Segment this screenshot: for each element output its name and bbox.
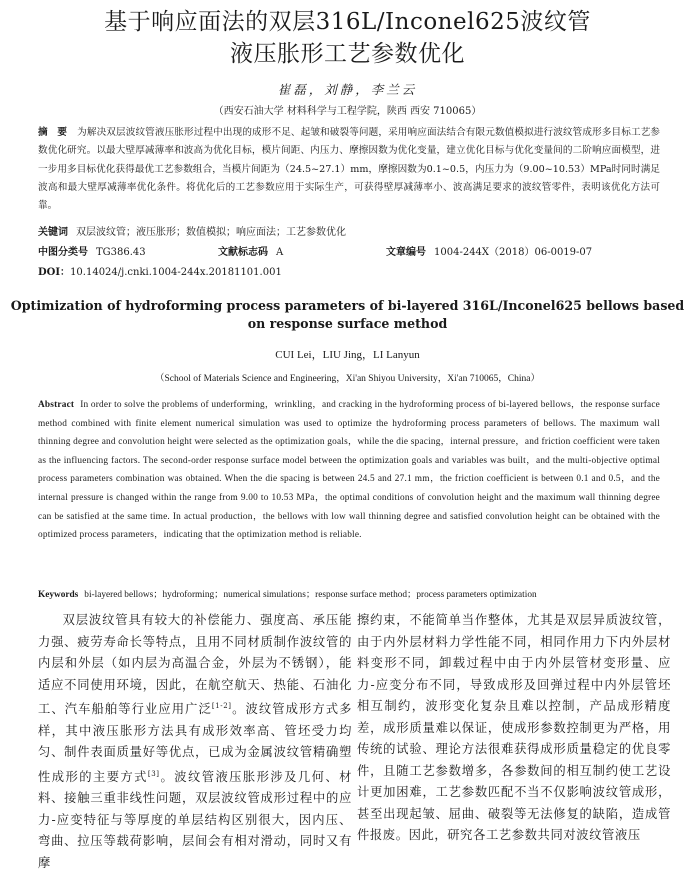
cn-abstract-label: 摘 要 [38, 127, 68, 138]
en-abstract-label: Abstract [38, 400, 75, 410]
en-title-line2: on response surface method [247, 316, 448, 331]
clc-label: 中图分类号 [38, 247, 88, 258]
doc-code-label: 文献标志码 [218, 247, 268, 258]
body-left-part1: 双层波纹管具有较大的补偿能力、强度高、承压能力强、疲劳寿命长等特点，且用不同材质制作波纹管的内层和外层（如内层为高温合金，外层为不锈钢），能适应不同使用环境，因此，在航空航天、热能、石油化工、汽车船舶等行业应用广泛 [38, 613, 352, 717]
cn-title-line1: 基于响应面法的双层316L/Inconel625波纹管 [104, 9, 591, 35]
body-column-right: 擦约束，不能简单当作整体，尤其是双层异质波纹管，由于内外层材料力学性能不同，相同作用力下内外层材料变形不同，卸载过程中由于内外层管材变形量、应力-应变分布不同，导致成形及回弹过程中内外层管坯相互制约，波形变化复杂且难以控制，产品成形精度差，成形质量难以保证，使成形参数控制更为严格，用传统的试验、理论方法很难获得成形质量稳定的优良零件，且随工艺参数增多，各参数间的相互制约使工艺设计更加困难，工艺参数匹配不当不仅影响波纹管成形，甚至出现起皱、屈曲、破裂等无法修复的缺陷，造成管件报废。因此，研究各工艺参数共同对波纹管液压 [357, 613, 671, 842]
doi-link[interactable]: 10.14024/j.cnki.1004-244x.20181101.001 [70, 267, 282, 278]
document-code [218, 243, 283, 258]
cn-keywords [38, 223, 346, 238]
en-keywords-text: bi-layered bellows；hydroforming；numerical simulations；response surface method；process parameters optimization [84, 590, 537, 600]
article-no-label: 文章编号 [386, 247, 426, 258]
citation-ref[interactable]: [1-2] [211, 702, 232, 710]
body-column-left [38, 610, 352, 874]
doi-label: DOI： [38, 267, 71, 278]
doc-code-value: A [276, 247, 284, 258]
cn-abstract-text: 为解决双层波纹管液压胀形过程中出现的成形不足、起皱和破裂等问题，采用响应面法结合有限元数值模拟进行波纹管成形多目标工艺参数优化研究。以最大壁厚减薄率和波高为优化目标，模片间距、内压力、摩擦因数为优化变量，建立优化目标与优化变量间的二阶响应面模型，进一步用多目标优化获得最优工艺参数组合，当模片间距为（24.5~27.1）mm，摩擦因数为0.1~0.5，内压力为（9.00~10.53）MPa时同时满足波高和最大壁厚减薄率优化条件。将优化后的工艺参数应用于实际生产，可获得壁厚减薄率小、波高满足要求的波纹管零件，表明该优化方法可靠。 [38, 127, 661, 212]
cn-keywords-label: 关键词 [38, 227, 68, 238]
en-keywords-label: Keywords [38, 590, 79, 600]
cn-authors: 崔磊，刘静，李兰云 [277, 82, 418, 97]
body-left-part2: 。波纹管成形方式多样，其中液压胀形方法具有成形效率高、管坯受力均匀、制件表面质量好等优点，已成为金属波纹管精确塑性成形的主要方式 [38, 702, 352, 784]
article-no-value: 1004-244X（2018）06-0019-07 [434, 247, 593, 258]
en-authors: CUI Lei，LIU Jing，LI Lanyun [275, 349, 420, 361]
cn-keywords-text: 双层波纹管；液压胀形；数值模拟；响应面法；工艺参数优化 [76, 227, 346, 238]
en-abstract-text: In order to solve the problems of underforming，wrinkling，and cracking in the hydroforming process of bi-layered bellows，the response surface method combined with finite element numerical simulation was used to optimize the hydroforming process parameters of bellows. The maximum wall thinning degree and convolution height were selected as the optimization goals，while the die spacing，internal pressure，and friction coefficient were taken as the influencing factors. The second-order response surface model between the optimization goals and variables was built，and the multi-objective optimal process parameters combination was obtained. When the die spacing is between 24.5 and 27.1 mm，the friction coefficient is between 0.1 and 0.5，and the internal pressure is changed within the range from 9.00 to 10.53 MPa，the optimal conditions of convolution height and the maximum wall thinning degree can be satisfied at the same time. In actual production，the bellows with low wall thinning degree and satisfied convolution height can be obtained with the optimized process parameters，indicating that the optimization method is reliable. [38, 400, 660, 541]
article-number [386, 243, 592, 258]
clc-number [38, 243, 146, 258]
clc-value: TG386.43 [96, 247, 146, 258]
cn-title-line2: 液压胀形工艺参数优化 [230, 41, 465, 67]
en-keywords [38, 586, 660, 600]
cn-abstract [38, 124, 660, 215]
body-left-part3: 。波纹管液压胀形涉及几何、材料、接触三重非线性问题，双层波纹管成形过程中的应力-应变特征与等厚度的单层结构区别很大，因内压、弯曲、拉压等载荷影响，层间会有相对滑动，同时又有摩 [38, 769, 352, 870]
citation-ref[interactable]: [3] [147, 769, 160, 778]
en-abstract [38, 396, 660, 545]
en-title-line1: Optimization of hydroforming process parameters of bi-layered 316L/Inconel625 bellows based [10, 298, 685, 313]
en-affiliation: （School of Materials Science and Engineering，Xi'an Shiyou University，Xi'an 710065，China） [155, 374, 540, 384]
cn-affiliation: （西安石油大学 材料科学与工程学院，陕西 西安 710065） [213, 106, 482, 117]
doi [38, 263, 282, 278]
